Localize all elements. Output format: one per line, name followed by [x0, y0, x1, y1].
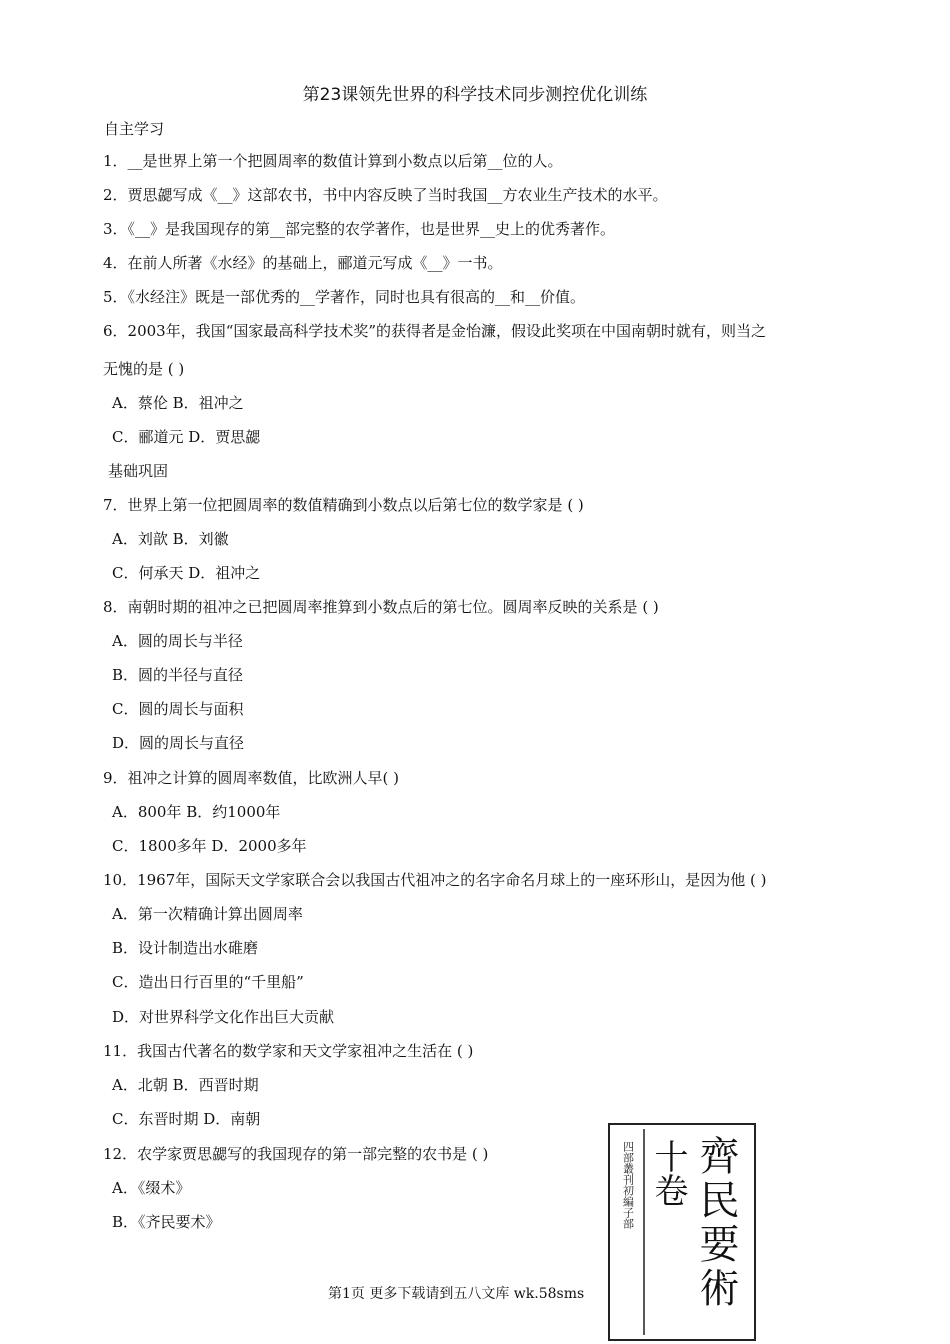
option-line: D．对世界科学文化作出巨大贡献: [112, 1008, 335, 1026]
option-line: B．《齐民要术》: [112, 1213, 221, 1231]
option-line: A．圆的周长与半径: [112, 632, 243, 650]
question-9: 9．祖冲之计算的圆周率数值，比欧洲人早( ): [103, 769, 400, 787]
book-cover-title-text: 齊民要術: [693, 1135, 739, 1311]
question-8: 8．南朝时期的祖冲之已把圆周率推算到小数点后的第七位。圆周率反映的关系是 ( ): [103, 598, 659, 616]
question-6: 6．2003年，我国“国家最高科学技术奖”的获得者是金怡濂，假设此奖项在中国南朝时就有，则当之: [103, 322, 767, 340]
page-footer: 第1页 更多下载请到五八文库 wk.58sms: [328, 1286, 585, 1302]
book-cover-image: [608, 1123, 756, 1341]
option-line: D．圆的周长与直径: [112, 734, 245, 752]
option-line: C．1800多年 D．2000多年: [112, 837, 307, 855]
question-10: 10．1967年，国际天文学家联合会以我国古代祖冲之的名字命名月球上的一座环形山，是因为他 ( ): [103, 871, 767, 889]
question-4: 4．在前人所著《水经》的基础上，郦道元写成《__》一书。: [103, 254, 503, 272]
question-3: 3．《__》是我国现存的第__部完整的农学著作，也是世界__史上的优秀著作。: [103, 220, 616, 238]
option-line: A．第一次精确计算出圆周率: [112, 905, 303, 923]
option-line: C．圆的周长与面积: [112, 700, 244, 718]
option-line: C．造出日行百里的“千里船”: [112, 973, 304, 991]
option-line: C．何承天 D．祖冲之: [112, 564, 261, 582]
option-line: C．郦道元 D．贾思勰: [112, 428, 261, 446]
question-5: 5．《水经注》既是一部优秀的__学著作，同时也具有很高的__和__价值。: [103, 288, 586, 306]
book-cover-series-text: 四部叢刊初編子部: [621, 1141, 635, 1229]
question-11: 11．我国古代著名的数学家和天文学家祖冲之生活在 ( ): [103, 1042, 474, 1060]
question-12: 12．农学家贾思勰写的我国现存的第一部完整的农书是 ( ): [103, 1145, 489, 1163]
option-line: A．北朝 B．西晋时期: [112, 1076, 259, 1094]
question-6-cont: 无愧的是 ( ): [103, 360, 185, 378]
book-cover-volumes-text: 十卷: [648, 1139, 688, 1207]
question-1: 1．__是世界上第一个把圆周率的数值计算到小数点以后第__位的人。: [103, 152, 563, 170]
option-line: A．《缀术》: [112, 1179, 191, 1197]
option-line: C．东晋时期 D．南朝: [112, 1110, 261, 1128]
option-line: A．800年 B．约1000年: [112, 803, 281, 821]
question-7: 7．世界上第一位把圆周率的数值精确到小数点以后第七位的数学家是 ( ): [103, 496, 584, 514]
option-line: B．圆的半径与直径: [112, 666, 244, 684]
section-heading-basic: 基础巩固: [108, 462, 169, 480]
option-line: A．蔡伦 B．祖冲之: [112, 394, 244, 412]
option-line: A．刘歆 B．刘徽: [112, 530, 229, 548]
option-line: B．设计制造出水碓磨: [112, 939, 259, 957]
question-2: 2．贾思勰写成《__》这部农书，书中内容反映了当时我国__方农业生产技术的水平。: [103, 186, 668, 204]
section-heading-self-study: 自主学习: [104, 120, 165, 138]
page-title: 第23课领先世界的科学技术同步测控优化训练: [302, 85, 648, 105]
